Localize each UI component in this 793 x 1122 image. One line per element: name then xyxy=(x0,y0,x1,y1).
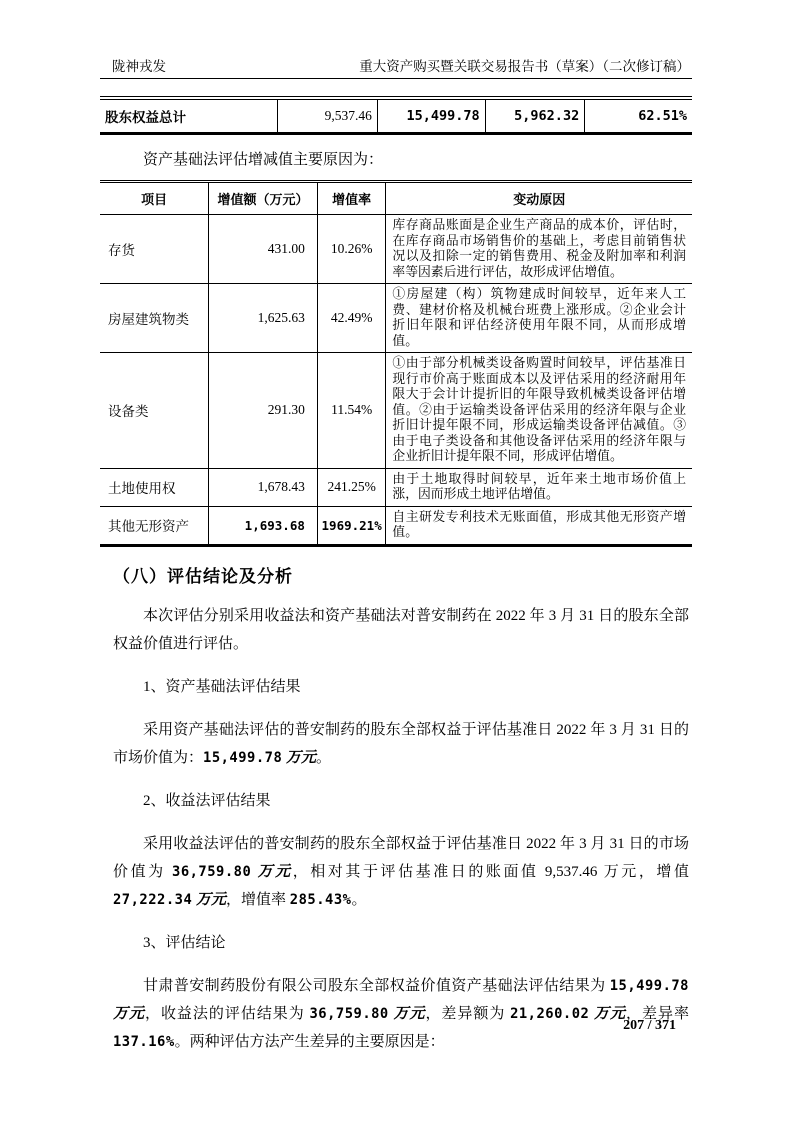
sub-heading-conclusion: 3、评估结论 xyxy=(143,934,226,951)
paragraph: 采用收益法评估的普安制药的股东全部权益于评估基准日 2022 年 3 月 31 日的市场价值为 36,759.80 万元，相对其于评估基准日的账面值 9,537.46 万元，增值 27,222.34 万元，增值率 285.43%。 xyxy=(113,835,689,908)
header-report-title: 重大资产购买暨关联交易报告书（草案）（二次修订稿） xyxy=(359,59,690,74)
column-header-item: 项目 xyxy=(141,193,168,208)
paragraph: 甘肃普安制药股份有限公司股东全部权益价值资产基础法评估结果为 15,499.78 万元，收益法的评估结果为 36,759.80 万元，差异额为 21,260.02 万元，差异率 137.16%。两种评估方法产生差异的主要原因是： xyxy=(113,977,689,1050)
column-header-rate: 增值率 xyxy=(317,182,386,215)
reason-cell: 库存商品账面是企业生产商品的成本价，评估时，在库存商品市场销售价的基础上，考虑目前销售状况以及扣除一定的销售费用、税金及附加率和利润率等因素后进行评估，故形成评估增值。 xyxy=(386,215,692,284)
table-row xyxy=(100,468,692,506)
reason-cell: 自主研发专利技术无账面值，形成其他无形资产增值。 xyxy=(386,506,692,545)
sub-heading-asset-method: 1、资产基础法评估结果 xyxy=(143,678,301,695)
amount-cell: 1,693.68 xyxy=(209,506,318,545)
reason-cell: 由于土地取得时间较早，近年来土地市场价值上涨，因而形成土地评估增值。 xyxy=(386,468,692,506)
amount-cell: 431.00 xyxy=(209,215,318,284)
intro-paragraph: 资产基础法评估增减值主要原因为： xyxy=(143,152,384,168)
change-rate-cell: 62.51% xyxy=(585,98,692,134)
page-number: 207 / 371 xyxy=(623,1018,676,1033)
change-amount-cell: 5,962.32 xyxy=(485,98,585,134)
rate-cell: 1969.21% xyxy=(317,506,386,545)
rate-cell: 10.26% xyxy=(317,215,386,284)
column-header-amount: 增值额（万元） xyxy=(209,182,318,215)
table-row xyxy=(100,353,692,469)
item-cell: 存货 xyxy=(100,215,209,284)
rate-cell: 241.25% xyxy=(317,468,386,506)
amount-cell: 291.30 xyxy=(209,353,318,469)
running-header xyxy=(100,55,692,79)
section-heading: （八）评估结论及分析 xyxy=(113,566,293,587)
table-row xyxy=(100,215,692,284)
reason-cell: ①房屋建（构）筑物建成时间较早，近年来人工费、建材价格及机械台班费上涨形成。②企业会计折旧年限和评估经济使用年限不同，从而形成增值。 xyxy=(386,284,692,353)
item-cell: 设备类 xyxy=(100,353,209,469)
sub-heading-income-method: 2、收益法评估结果 xyxy=(143,792,271,809)
equity-total-table xyxy=(100,96,692,135)
rate-cell: 42.49% xyxy=(317,284,386,353)
book-value-cell: 9,537.46 xyxy=(278,98,378,134)
page-content xyxy=(100,55,692,1056)
item-cell: 房屋建筑物类 xyxy=(100,284,209,353)
rate-cell: 11.54% xyxy=(317,353,386,469)
table-row xyxy=(100,98,692,134)
header-company-name: 陇神戎发 xyxy=(112,59,166,74)
column-header-reason: 变动原因 xyxy=(386,182,692,215)
amount-cell: 1,625.63 xyxy=(209,284,318,353)
paragraph: 采用资产基础法评估的普安制药的股东全部权益于评估基准日 2022 年 3 月 31 日的市场价值为：15,499.78 万元。 xyxy=(113,721,689,766)
reason-cell: ①由于部分机械类设备购置时间较早，评估基准日现行市价高于账面成本以及评估采用的经济耐用年限大于会计计提折旧的年限导致机械类设备评估增值。②由于运输类设备评估采用的经济年限与企业折旧计提年限不同，形成运输类设备评估减值。③由于电子类设备和其他设备评估采用的经济年限与企业折旧计提年限不同，形成评估增值。 xyxy=(386,353,692,469)
table-row xyxy=(100,506,692,545)
amount-cell: 1,678.43 xyxy=(209,468,318,506)
table-row xyxy=(100,284,692,353)
equity-total-label-cell: 股东权益总计 xyxy=(105,110,186,126)
valuation-change-table xyxy=(100,180,692,547)
item-cell: 土地使用权 xyxy=(100,468,209,506)
table-header-row xyxy=(100,182,692,215)
item-cell: 其他无形资产 xyxy=(100,506,209,545)
paragraph: 本次评估分别采用收益法和资产基础法对普安制药在 2022 年 3 月 31 日的股东全部权益价值进行评估。 xyxy=(113,607,689,652)
assessed-value-cell: 15,499.78 xyxy=(377,98,485,134)
